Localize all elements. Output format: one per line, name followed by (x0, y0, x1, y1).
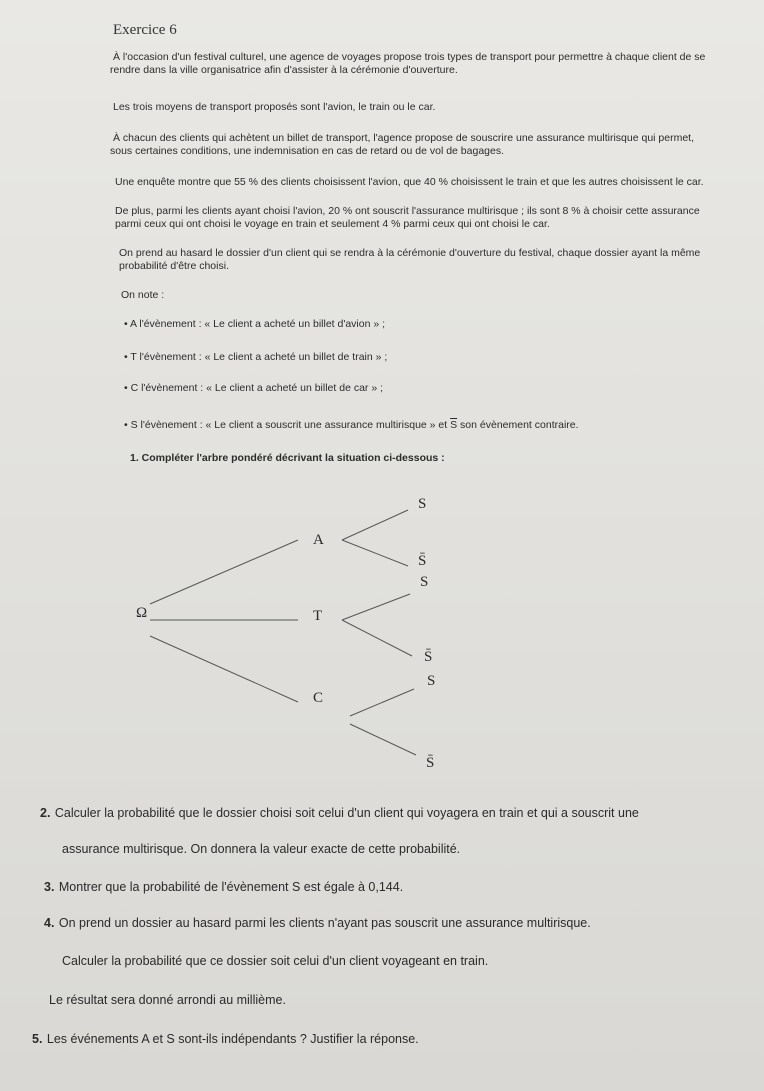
bullet-text: A l'évènement : « Le client a acheté un billet d'avion » ; (130, 318, 386, 330)
tree-root-omega: Ω (136, 605, 148, 621)
branch-omega-c (150, 636, 298, 702)
s-bar-symbol: $\overline{S}$ (450, 419, 458, 431)
bullet-item: • C l'évènement : « Le client a acheté un billet de car » ; (124, 382, 383, 394)
bullet-text: son évènement contraire. (460, 419, 579, 431)
bullet-item: • A l'évènement : « Le client a acheté un billet d'avion » ; (124, 318, 386, 330)
intro-line: De plus, parmi les clients ayant choisi l'avion, 20 % ont souscrit l'assurance multirisque ; ils sont 8 % à choisir cette assurance (115, 205, 700, 217)
question-text: Calculer la probabilité que le dossier choisi soit celui d'un client qui voyagera en train et qui a souscrit une (54, 806, 639, 820)
intro-line: Une enquête montre que 55 % des clients choisissent l'avion, que 40 % choisissent le train et que les autres choisissent le car. (115, 176, 704, 188)
bullet-text: T l'évènement : « Le client a acheté un billet de train » ; (130, 351, 388, 363)
branch-a-s (342, 510, 408, 540)
question-number: 5. (32, 1032, 43, 1046)
question-text: On prend un dossier au hasard parmi les clients n'ayant pas souscrit une assurance multirisque. (58, 916, 591, 930)
intro-line: À chacun des clients qui achètent un billet de transport, l'agence propose de souscrire une assurance multirisque qui permet, (113, 132, 695, 144)
tree-leaf-s: S (418, 496, 427, 512)
question-3 (44, 878, 403, 896)
tree-leaf-sbar: S̄ (424, 649, 433, 665)
question-2 (40, 804, 639, 822)
exercise-title: Exercice 6 (113, 22, 177, 38)
intro-line: On prend au hasard le dossier d'un client qui se rendra à la cérémonie d'ouverture du festival, chaque dossier ayant la même (119, 247, 701, 259)
question-number: 3. (44, 880, 55, 894)
tree-node-a: A (313, 532, 324, 548)
question-2-continued: assurance multirisque. On donnera la valeur exacte de cette probabilité. (62, 842, 461, 856)
tree-leaf-sbar: S̄ (426, 755, 435, 771)
question-4 (44, 914, 591, 932)
intro-line: À l'occasion d'un festival culturel, une agence de voyages propose trois types de transport pour permettre à chaque client de se (113, 51, 706, 63)
bullet-item: • S l'évènement : « Le client a souscrit une assurance multirisque » et $\overline{S}$ son évènement contraire. (124, 419, 579, 431)
branch-a-sbar (342, 540, 408, 566)
branch-t-sbar (342, 620, 412, 656)
question-text: Les événements A et S sont-ils indépendants ? Justifier la réponse. (46, 1032, 419, 1046)
branch-c-sbar (350, 724, 416, 755)
question-4-instruction: Calculer la probabilité que ce dossier soit celui d'un client voyageant en train. (62, 954, 489, 968)
intro-line: rendre dans la ville organisatrice afin d'assister à la cérémonie d'ouverture. (110, 64, 458, 76)
intro-line: sous certaines conditions, une indemnisation en cas de retard ou de vol de bagages. (110, 145, 505, 157)
question-5 (32, 1030, 419, 1048)
bullet-item: • T l'évènement : « Le client a acheté un billet de train » ; (124, 351, 388, 363)
tree-leaf-s: S (420, 574, 429, 590)
tree-node-t: T (313, 608, 323, 624)
tree-leaf-sbar: S̄ (418, 553, 427, 569)
bullet-text: S l'évènement : « Le client a souscrit une assurance multirisque » et (130, 419, 448, 431)
note-label: On note : (121, 289, 165, 301)
intro-line: Les trois moyens de transport proposés sont l'avion, le train ou le car. (113, 101, 436, 113)
branch-omega-a (150, 540, 298, 604)
question-number: 4. (44, 916, 55, 930)
intro-line: probabilité d'être choisi. (119, 260, 229, 272)
branch-t-s (342, 594, 410, 620)
question-4-rounding: Le résultat sera donné arrondi au millième. (49, 993, 286, 1007)
tree-leaf-s: S (427, 673, 436, 689)
intro-line: parmi ceux qui ont choisi le voyage en train et seulement 4 % parmi ceux qui ont choisi le car. (115, 218, 550, 230)
question-number: 2. (40, 806, 51, 820)
branch-c-s (350, 689, 414, 716)
question-1: 1. Compléter l'arbre pondéré décrivant la situation ci-dessous : (130, 452, 445, 464)
tree-node-c: C (313, 690, 324, 706)
bullet-text: C l'évènement : « Le client a acheté un billet de car » ; (130, 382, 383, 394)
question-text: Montrer que la probabilité de l'évènement S est égale à 0,144. (58, 880, 404, 894)
